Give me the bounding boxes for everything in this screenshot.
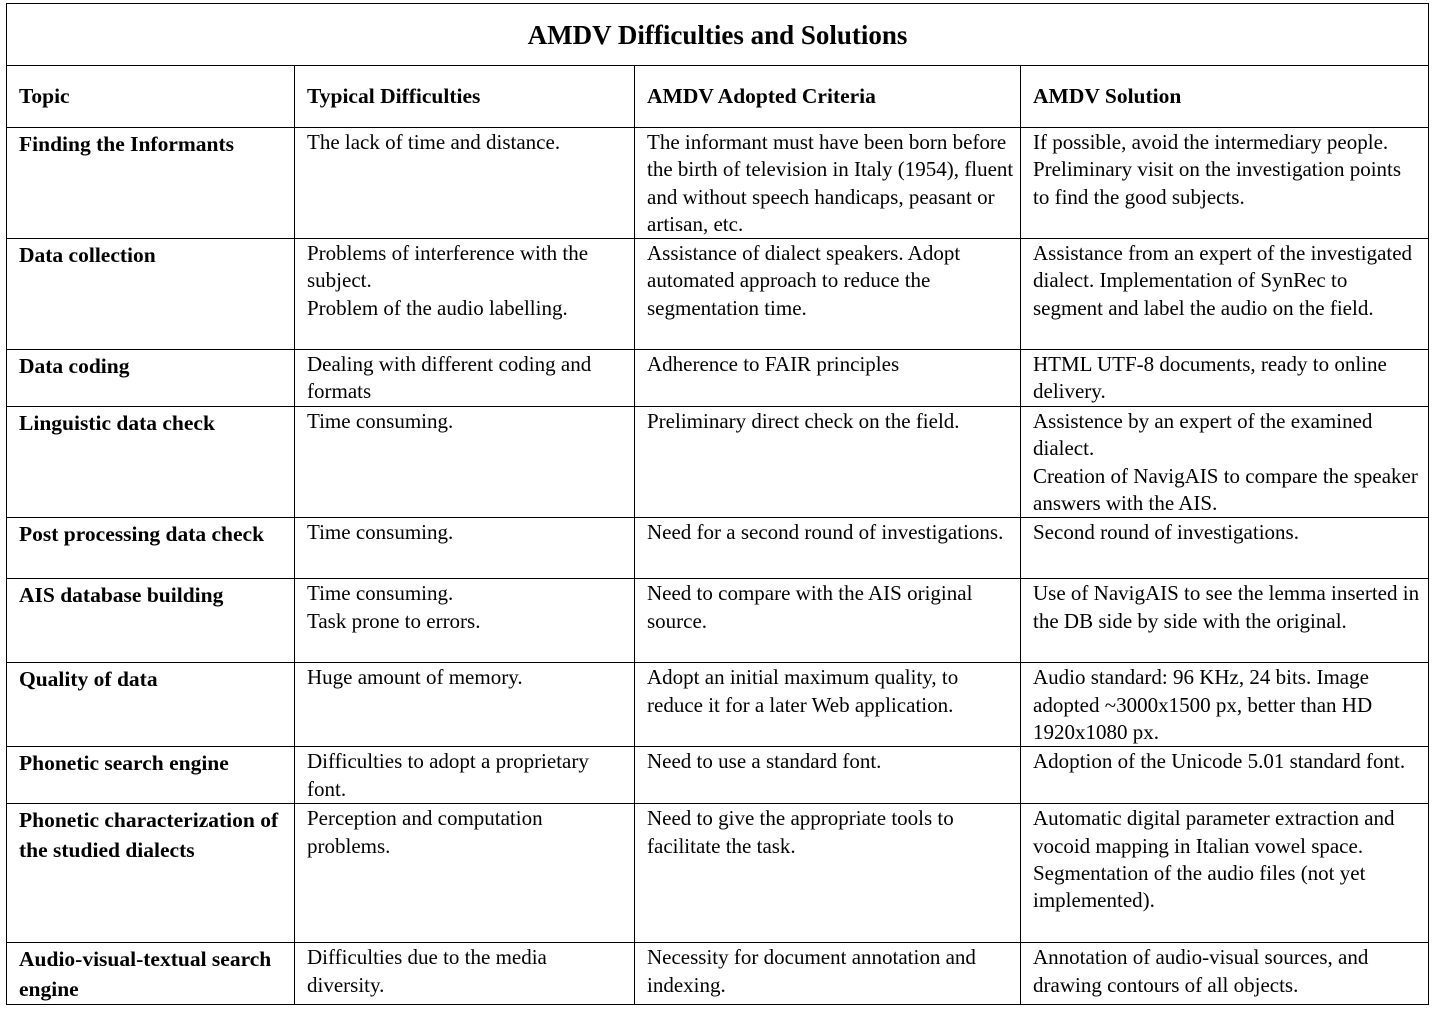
difficulties-cell bbox=[295, 579, 635, 663]
criteria-cell bbox=[635, 350, 1021, 407]
solution-text: Annotation of audio-visual sources, and drawing contours of all objects. bbox=[1033, 945, 1369, 997]
solution-text: Audio standard: 96 KHz, 24 bits. Image adopted ~3000x1500 px, better than HD 1920x1080 px. bbox=[1033, 665, 1373, 744]
table-row bbox=[7, 350, 1429, 407]
difficulties-cell bbox=[295, 747, 635, 804]
topic-cell bbox=[7, 804, 295, 943]
topic-cell bbox=[7, 350, 295, 407]
table-row bbox=[7, 407, 1429, 518]
solution-text: Assistence by an expert of the examined dialect. Creation of NavigAIS to compare the speaker answers with the AIS. bbox=[1033, 409, 1418, 516]
difficulties-cell bbox=[295, 128, 635, 239]
criteria-text: Assistance of dialect speakers. Adopt automated approach to reduce the segmentation time. bbox=[647, 241, 961, 320]
criteria-cell bbox=[635, 579, 1021, 663]
solution-cell bbox=[1021, 943, 1429, 1005]
solution-cell bbox=[1021, 804, 1429, 943]
difficulties-text: Difficulties due to the media diversity. bbox=[307, 945, 547, 997]
criteria-text: Need to use a standard font. bbox=[647, 749, 882, 774]
table-row bbox=[7, 128, 1429, 239]
difficulties-text: Huge amount of memory. bbox=[307, 665, 523, 690]
solution-text: Automatic digital parameter extraction and vocoid mapping in Italian vowel space. Segmentation of the audio files (not yet implemented). bbox=[1033, 806, 1395, 913]
topic-text: Phonetic search engine bbox=[19, 751, 229, 776]
solution-cell bbox=[1021, 350, 1429, 407]
criteria-cell bbox=[635, 518, 1021, 579]
solution-text: HTML UTF-8 documents, ready to online delivery. bbox=[1033, 352, 1387, 404]
solution-cell bbox=[1021, 518, 1429, 579]
solution-text: Second round of investigations. bbox=[1033, 520, 1299, 545]
topic-cell bbox=[7, 128, 295, 239]
criteria-text: Need for a second round of investigations. bbox=[647, 520, 1004, 545]
topic-text: Quality of data bbox=[19, 667, 158, 692]
header-row bbox=[7, 66, 1429, 128]
column-header-criteria: AMDV Adopted Criteria bbox=[635, 66, 1021, 128]
difficulties-cell bbox=[295, 943, 635, 1005]
solution-text: If possible, avoid the intermediary people. Preliminary visit on the investigation points to find the good subjects. bbox=[1033, 130, 1402, 209]
difficulties-cell bbox=[295, 663, 635, 747]
topic-cell bbox=[7, 579, 295, 663]
difficulties-table-container bbox=[6, 3, 1428, 1005]
table-row bbox=[7, 579, 1429, 663]
difficulties-cell bbox=[295, 407, 635, 518]
criteria-text: The informant must have been born before the birth of television in Italy (1954), fluent and without speech handicaps, peasant or artisan, etc. bbox=[647, 130, 1014, 236]
criteria-text: Preliminary direct check on the field. bbox=[647, 409, 960, 434]
criteria-cell bbox=[635, 239, 1021, 350]
column-header-solution: AMDV Solution bbox=[1021, 66, 1429, 128]
difficulties-cell bbox=[295, 518, 635, 579]
solution-cell bbox=[1021, 579, 1429, 663]
difficulties-cell bbox=[295, 239, 635, 350]
table-row bbox=[7, 663, 1429, 747]
topic-text: Phonetic characterization of the studied dialects bbox=[19, 808, 279, 863]
difficulties-text: The lack of time and distance. bbox=[307, 130, 561, 154]
criteria-text: Necessity for document annotation and indexing. bbox=[647, 945, 976, 997]
difficulties-text: Time consuming. bbox=[307, 520, 454, 545]
topic-text: Post processing data check bbox=[19, 522, 265, 547]
topic-text: Data collection bbox=[19, 243, 156, 268]
difficulties-text: Time consuming. bbox=[307, 409, 454, 434]
criteria-cell bbox=[635, 747, 1021, 804]
topic-text: Audio-visual-textual search engine bbox=[19, 947, 272, 1002]
table-row bbox=[7, 239, 1429, 350]
column-header-topic: Topic bbox=[7, 66, 295, 128]
criteria-cell bbox=[635, 663, 1021, 747]
difficulties-cell bbox=[295, 804, 635, 943]
criteria-text: Need to give the appropriate tools to facilitate the task. bbox=[647, 806, 954, 858]
table-row bbox=[7, 518, 1429, 579]
solution-text: Assistance from an expert of the investigated dialect. Implementation of SynRec to segment and label the audio on the field. bbox=[1033, 241, 1413, 320]
criteria-cell bbox=[635, 804, 1021, 943]
difficulties-cell bbox=[295, 350, 635, 407]
topic-text: Finding the Informants bbox=[19, 132, 235, 156]
topic-text: AIS database building bbox=[19, 583, 224, 608]
solution-cell bbox=[1021, 407, 1429, 518]
title-row bbox=[7, 4, 1429, 66]
solution-cell bbox=[1021, 128, 1429, 239]
solution-cell bbox=[1021, 663, 1429, 747]
criteria-cell bbox=[635, 407, 1021, 518]
topic-text: Linguistic data check bbox=[19, 411, 215, 436]
criteria-text: Adherence to FAIR principles bbox=[647, 352, 900, 377]
criteria-text: Need to compare with the AIS original source. bbox=[647, 581, 973, 633]
table-title: AMDV Difficulties and Solutions bbox=[7, 4, 1429, 66]
table-row bbox=[7, 747, 1429, 804]
solution-cell bbox=[1021, 239, 1429, 350]
criteria-text: Adopt an initial maximum quality, to reduce it for a later Web application. bbox=[647, 665, 959, 717]
criteria-cell bbox=[635, 943, 1021, 1005]
difficulties-text: Difficulties to adopt a proprietary font. bbox=[307, 749, 589, 801]
difficulties-text: Dealing with different coding and formats bbox=[307, 352, 592, 404]
solution-cell bbox=[1021, 747, 1429, 804]
topic-cell bbox=[7, 943, 295, 1005]
solution-text: Adoption of the Unicode 5.01 standard font. bbox=[1033, 749, 1406, 774]
difficulties-text: Time consuming. Task prone to errors. bbox=[307, 581, 481, 633]
difficulties-text: Perception and computation problems. bbox=[307, 806, 543, 858]
topic-cell bbox=[7, 239, 295, 350]
table-row bbox=[7, 804, 1429, 943]
topic-cell bbox=[7, 663, 295, 747]
column-header-difficulties: Typical Difficulties bbox=[295, 66, 635, 128]
difficulties-text: Problems of interference with the subject. Problem of the audio labelling. bbox=[307, 241, 589, 320]
topic-cell bbox=[7, 407, 295, 518]
topic-cell bbox=[7, 518, 295, 579]
topic-text: Data coding bbox=[19, 354, 130, 379]
solution-text: Use of NavigAIS to see the lemma inserted in the DB side by side with the original. bbox=[1033, 581, 1420, 633]
topic-cell bbox=[7, 747, 295, 804]
criteria-cell bbox=[635, 128, 1021, 239]
table-row bbox=[7, 943, 1429, 1005]
difficulties-solutions-table bbox=[6, 3, 1429, 1005]
